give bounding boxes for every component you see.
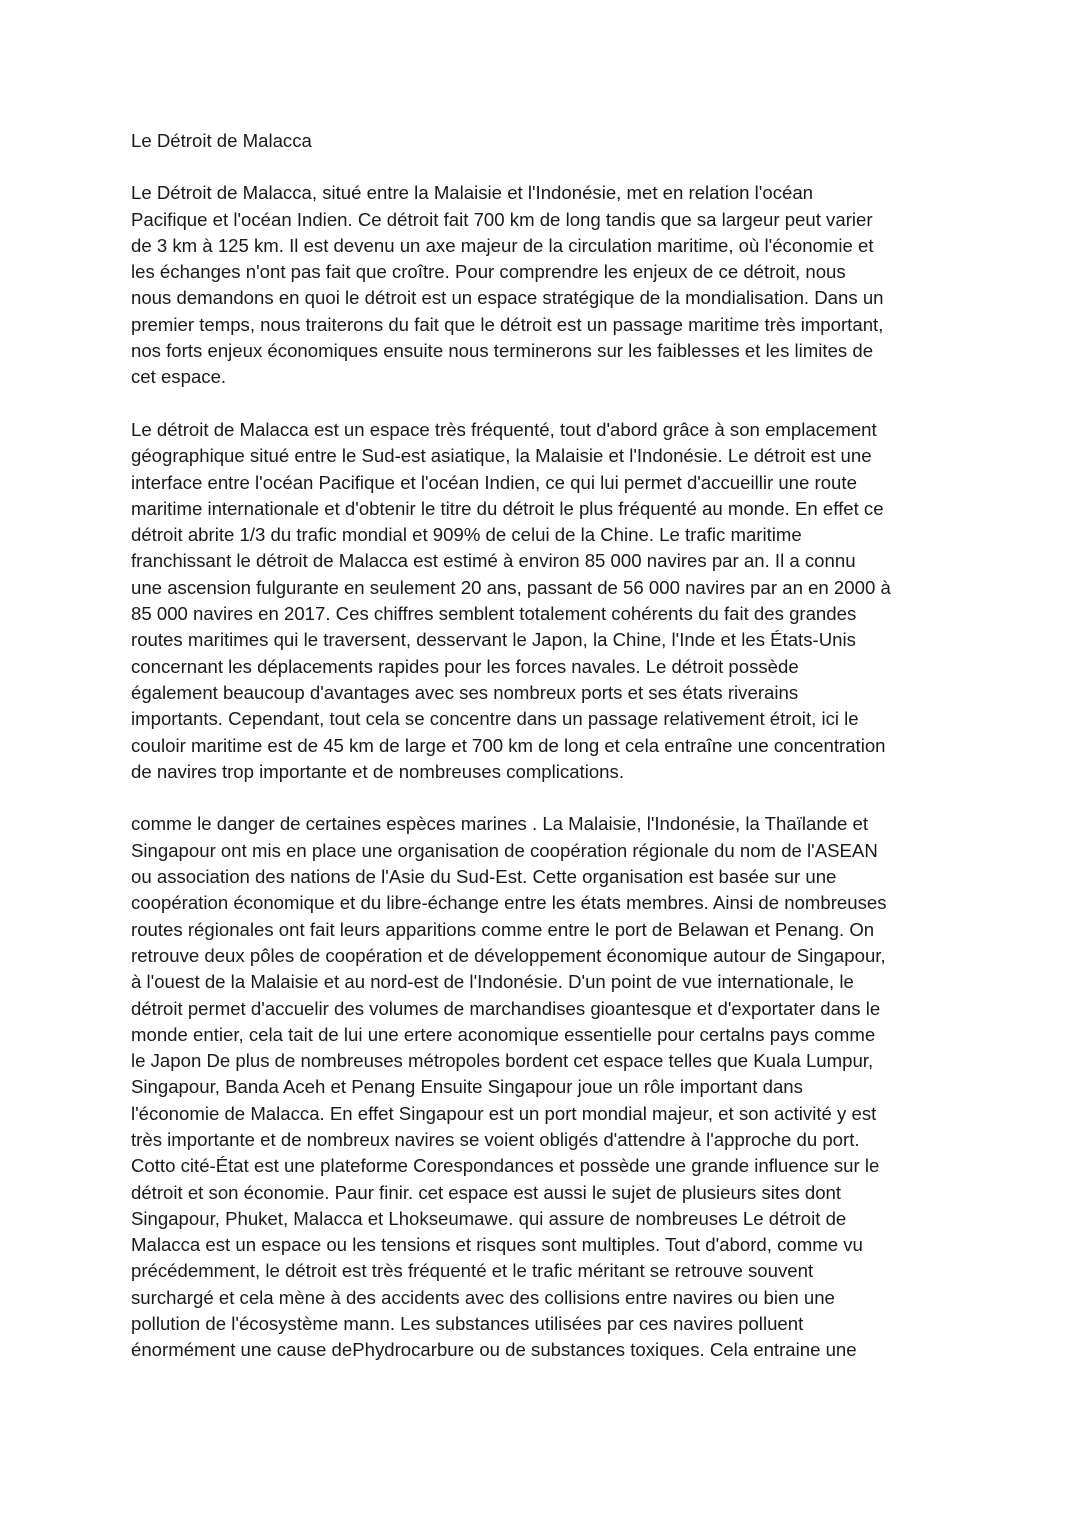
text-line: monde entier, cela tait de lui une ertere aconomique essentielle pour certalns pays comme [131,1023,876,1045]
text-line: de navires trop importante et de nombreuses complications. [131,760,624,782]
text-line: le Japon De plus de nombreuses métropoles bordent cet espace telles que Kuala Lumpur, [131,1050,874,1072]
text-line: Le Détroit de Malacca, situé entre la Malaisie et l'Indonésie, met en relation l'océan [131,182,814,204]
text-line: routes maritimes qui le traversent, desservant le Japon, la Chine, l'Inde et les États-Unis [131,629,856,651]
text-line: 85 000 navires en 2017. Ces chiffres semblent totalement cohérents du fait des grandes [131,603,857,625]
text-line: une ascension fulgurante en seulement 20 ans, passant de 56 000 navires par an en 2000 à [131,576,891,598]
paragraph-introduction [131,180,951,390]
text-line: Le détroit de Malacca est un espace très fréquenté, tout d'abord grâce à son emplacement [131,418,877,440]
text-line: nous demandons en quoi le détroit est un espace stratégique de la mondialisation. Dans un [131,287,884,309]
text-line: nos forts enjeux économiques ensuite nous terminerons sur les faiblesses et les limites de [131,340,874,362]
text-line: géographique situé entre le Sud-est asiatique, la Malaisie et l'Indonésie. Le détroit est une [131,445,872,467]
text-line: premier temps, nous traiterons du fait que le détroit est un passage maritime très important, [131,313,884,335]
text-line: Cotto cité-État est une plateforme Corespondances et possède une grande influence sur le [131,1155,880,1177]
text-line: énormément une cause dePhydrocarbure ou de substances toxiques. Cela entraine une [131,1339,857,1361]
text-line: Singapour ont mis en place une organisation de coopération régionale du nom de l'ASEAN [131,839,878,861]
text-line: Malacca est un espace ou les tensions et risques sont multiples. Tout d'abord, comme vu [131,1234,863,1256]
document-title: Le Détroit de Malacca [131,130,312,151]
text-line: franchissant le détroit de Malacca est estimé à environ 85 000 navires par an. Il a connu [131,550,856,572]
text-line: à l'ouest de la Malaisie et au nord-est de l'Indonésie. D'un point de vue internationale, le [131,971,854,993]
text-line: Singapour, Banda Aceh et Penang Ensuite Singapour joue un rôle important dans [131,1076,803,1098]
text-line: couloir maritime est de 45 km de large et 700 km de long et cela entraîne une concentration [131,734,886,756]
text-line: ou association des nations de l'Asie du Sud-Est. Cette organisation est basée sur une [131,866,837,888]
text-line: concernant les déplacements rapides pour les forces navales. Le détroit possède [131,655,799,677]
text-line: également beaucoup d'avantages avec ses nombreux ports et ses états riverains [131,681,799,703]
text-line: détroit permet d'accuelir des volumes de marchandises gioantesque et d'exportater dans le [131,997,881,1019]
text-line: les échanges n'ont pas fait que croître. Pour comprendre les enjeux de ce détroit, nous [131,261,846,283]
text-line: détroit et son économie. Paur finir. cet espace est aussi le sujet de plusieurs sites dont [131,1181,842,1203]
paragraph-economy-and-risks [131,811,951,1363]
text-line: de 3 km à 125 km. Il est devenu un axe majeur de la circulation maritime, où l'économie et [131,234,874,256]
text-line: précédemment, le détroit est très fréquenté et le trafic méritant se retrouve souvent [131,1260,814,1282]
document-page [131,128,951,1390]
text-line: comme le danger de certaines espèces marines . La Malaisie, l'Indonésie, la Thaïlande et [131,813,869,835]
text-line: pollution de l'écosystème mann. Les substances utilisées par ces navires polluent [131,1313,804,1335]
text-line: Pacifique et l'océan Indien. Ce détroit fait 700 km de long tandis que sa largeur peut varier [131,208,873,230]
text-line: Singapour, Phuket, Malacca et Lhokseumawe. qui assure de nombreuses Le détroit de [131,1207,847,1229]
text-line: interface entre l'océan Pacifique et l'océan Indien, ce qui lui permet d'accueillir une route [131,471,857,493]
text-line: retrouve deux pôles de coopération et de développement économique autour de Singapour, [131,944,886,966]
text-line: très importante et de nombreux navires se voient obligés d'attendre à l'approche du port. [131,1128,860,1150]
text-line: maritime internationale et d'obtenir le titre du détroit le plus fréquenté au monde. En effet ce [131,497,884,519]
text-line: détroit abrite 1/3 du trafic mondial et 909% de celui de la Chine. Le trafic maritime [131,524,802,546]
text-line: l'économie de Malacca. En effet Singapour est un port mondial majeur, et son activité y est [131,1102,877,1124]
text-line: cet espace. [131,366,227,388]
text-line: surchargé et cela mène à des accidents avec des collisions entre navires ou bien une [131,1286,835,1308]
text-line: routes régionales ont fait leurs apparitions comme entre le port de Belawan et Penang. On [131,918,875,940]
text-line: coopération économique et du libre-échange entre les états membres. Ainsi de nombreuses [131,892,887,914]
paragraph-traffic [131,417,951,785]
text-line: importants. Cependant, tout cela se concentre dans un passage relativement étroit, ici le [131,708,859,730]
